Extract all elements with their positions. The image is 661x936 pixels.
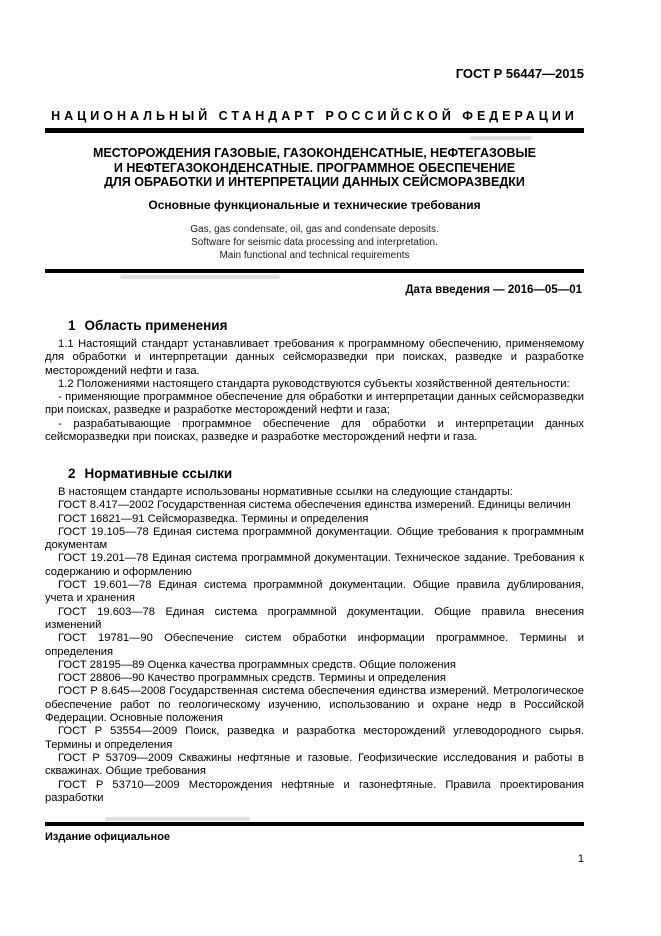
- paragraph: 1.1 Настоящий стандарт устанавливает требования к программному обеспечению, применяемому для обработки и интерпретации данных сейсморазведки при поисках, разведке и разработке месторождений нефти и газа.: [45, 338, 584, 377]
- standard-reference: ГОСТ 19.601—78 Единая система программной документации. Общие правила дублирования, учета и хранения: [45, 579, 584, 605]
- doc-title: [45, 146, 584, 190]
- section-1-heading: [68, 318, 227, 333]
- doc-title-english: [45, 223, 584, 262]
- scan-artifact: [470, 136, 532, 140]
- doc-title-line: МЕСТОРОЖДЕНИЯ ГАЗОВЫЕ, ГАЗОКОНДЕНСАТНЫЕ, НЕФТЕГАЗОВЫЕ: [92, 146, 537, 160]
- paragraph: В настоящем стандарте использованы нормативные ссылки на следующие стандарты:: [58, 486, 513, 498]
- standard-reference: ГОСТ 19.105—78 Единая система программной документации. Общие требования к программным документам: [45, 525, 584, 552]
- doc-title-en-line: Gas, gas condensate, oil, gas and condensate deposits.: [190, 224, 439, 235]
- scan-artifact: [120, 275, 280, 279]
- section-1-body: [45, 338, 584, 444]
- doc-subtitle: Основные функциональные и технические требования: [148, 198, 481, 212]
- header-rule: [45, 128, 584, 133]
- doc-title-line: И НЕФТЕГАЗОКОНДЕНСАТНЫЕ. ПРОГРАММНОЕ ОБЕСПЕЧЕНИЕ: [113, 160, 516, 175]
- doc-title-en-line: Main functional and technical requirements: [219, 250, 410, 261]
- edition-note: Издание официальное: [45, 831, 171, 843]
- doc-title-line: ДЛЯ ОБРАБОТКИ И ИНТЕРПРЕТАЦИИ ДАННЫХ СЕЙСМОРАЗВЕДКИ: [104, 175, 525, 189]
- standard-reference: ГОСТ 19.603—78 Единая система программной документации. Общие правила внесения изменений: [45, 605, 584, 631]
- standard-reference: ГОСТ Р 8.645—2008 Государственная система обеспечения единства измерений. Метрологическое обеспечение работ по геологическому изучению, использованию и охране недр в Российской Федерации. Основные положения: [45, 685, 584, 725]
- standard-reference: ГОСТ 16821—91 Сейсморазведка. Термины и определения: [58, 512, 369, 525]
- section-number: 2: [68, 466, 76, 481]
- section-number: 1: [68, 318, 76, 333]
- paragraph: - разрабатывающие программное обеспечение для обработки и интерпретации данных сейсморазведки при поисках, разведке и разработке месторождений нефти и газа.: [45, 417, 584, 444]
- paragraph: - применяющие программное обеспечение для обработки и интерпретации данных сейсморазведки при поисках, разведке и разработке месторождений нефти и газа;: [45, 391, 584, 417]
- title-rule: [45, 269, 584, 273]
- section-title: Нормативные ссылки: [84, 466, 233, 481]
- section-title: Область применения: [84, 318, 228, 333]
- page-number: 1: [577, 853, 584, 865]
- doc-code: ГОСТ Р 56447—2015: [455, 66, 584, 81]
- standard-reference: ГОСТ 28195—89 Оценка качества программных средств. Общие положения: [58, 658, 456, 671]
- footer-rule: [45, 822, 584, 826]
- scan-artifact: [105, 817, 250, 821]
- section-2-body: [45, 486, 584, 805]
- section-2-heading: [68, 466, 232, 481]
- standard-reference: ГОСТ 28806—90 Качество программных средств. Термины и определения: [58, 672, 446, 685]
- standard-reference: ГОСТ Р 53709—2009 Скважины нефтяные и газовые. Геофизические исследования и работы в скважинах. Общие требования: [45, 751, 584, 778]
- standard-reference: ГОСТ 8.417—2002 Государственная система обеспечения единства измерений. Единицы величин: [58, 499, 571, 512]
- standard-reference: ГОСТ Р 53554—2009 Поиск, разведка и разработка месторождений углеводородного сырья. Термины и определения: [45, 725, 584, 751]
- doc-title-en-line: Software for seismic data processing and interpretation.: [191, 237, 438, 248]
- national-standard-header: НАЦИОНАЛЬНЫЙ СТАНДАРТ РОССИЙСКОЙ ФЕДЕРАЦИИ: [51, 109, 578, 123]
- paragraph: 1.2 Положениями настоящего стандарта руководствуются субъекты хозяйственной деятельности:: [58, 377, 570, 390]
- standard-reference: ГОСТ 19781—90 Обеспечение систем обработки информации программное. Термины и определения: [45, 632, 584, 658]
- standard-reference: ГОСТ Р 53710—2009 Месторождения нефтяные и газонефтяные. Правила проектирования разработки: [45, 778, 584, 804]
- effective-date: Дата введения — 2016—05—01: [405, 284, 582, 296]
- standard-reference: ГОСТ 19.201—78 Единая система программной документации. Техническое задание. Требования к содержанию и оформлению: [45, 552, 584, 578]
